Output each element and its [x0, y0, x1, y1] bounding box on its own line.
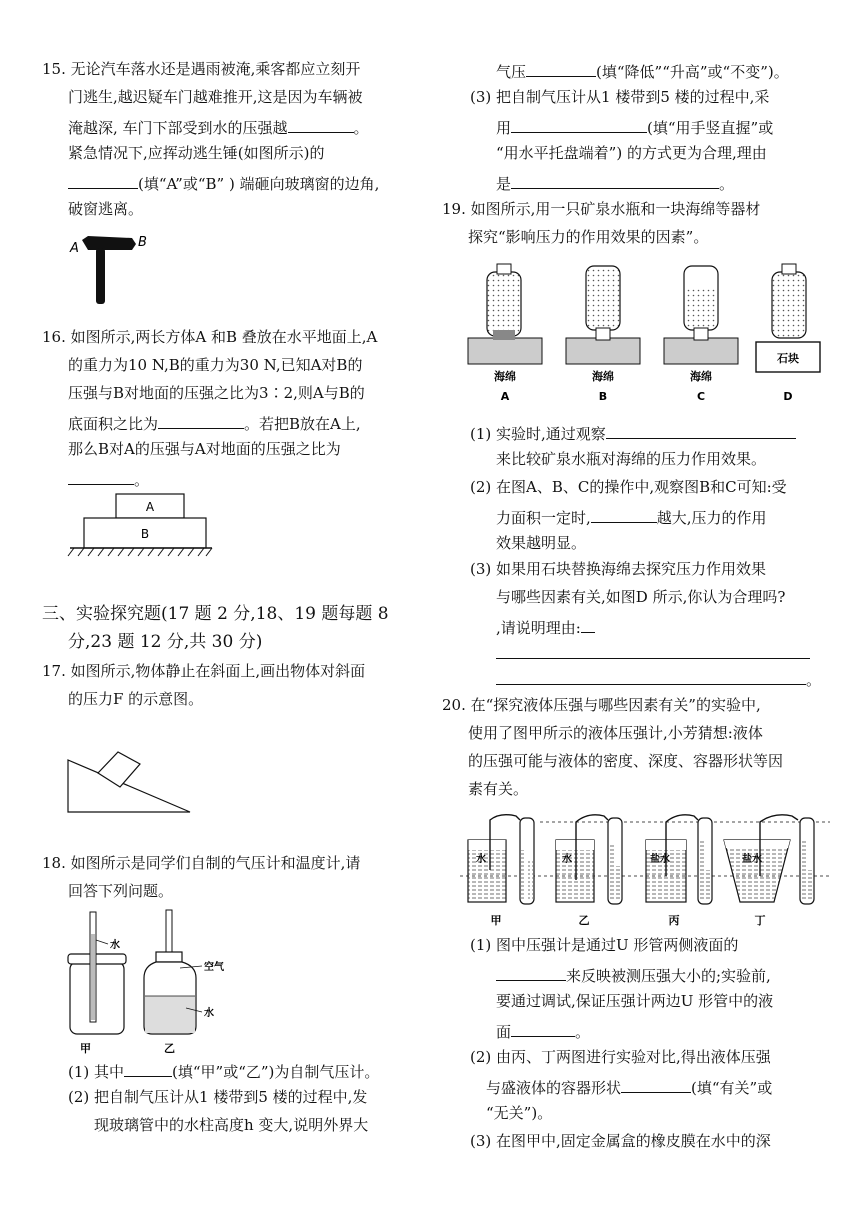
figure-label-b: B — [598, 390, 608, 403]
q18-part2-line2: 现玻璃管中的水柱高度h 变大,说明外界大 — [94, 1116, 369, 1134]
water-label-yi: 水 — [204, 1008, 214, 1019]
q15-line1: 15. 无论汽车落水还是遇雨被淹,乘客都应立刻开 — [42, 60, 361, 78]
answer-blank[interactable] — [68, 174, 138, 189]
figure-caption-bing: 丙 — [668, 914, 680, 927]
answer-blank[interactable] — [124, 1062, 172, 1077]
q19-part2-line3: 效果越明显。 — [496, 534, 587, 552]
q18-part3-line2: 用 (填“用手竖直握”或 — [496, 119, 774, 137]
q20-line3: 的压强可能与液体的密度、深度、容器形状等因 — [468, 752, 784, 770]
q18-part2-line1: (2) 把自制气压计从1 楼带到5 楼的过程中,发 — [68, 1088, 368, 1106]
q18-line1: 18. 如图所示是同学们自制的气压计和温度计,请 — [42, 854, 361, 872]
section-heading-line2: 分,23 题 12 分,共 30 分) — [68, 632, 263, 652]
stacked-blocks-figure — [66, 492, 216, 562]
q15-line5: (填“A”或“B” ) 端砸向玻璃窗的边角, — [68, 174, 379, 192]
q19-part3-line1: (3) 如果用石块替换海绵去探究压力作用效果 — [470, 560, 767, 578]
answer-blank[interactable] — [511, 174, 719, 189]
q18-line2: 回答下列问题。 — [68, 882, 174, 900]
q20-part1-line4: 面 。 — [496, 1023, 591, 1041]
q18-part2-line3: 气压 (填“降低”“升高”或“不变”)。 — [496, 63, 789, 81]
figure-label-a: A — [500, 390, 510, 403]
figure-label-c: C — [696, 390, 706, 403]
answer-blank[interactable] — [496, 670, 806, 685]
q15-line4: 紧急情况下,应挥动逃生锤(如图所示)的 — [68, 144, 325, 162]
q19-part1-line1: (1) 实验时,通过观察 — [470, 424, 796, 442]
figure-caption-jia: 甲 — [490, 914, 502, 927]
q16-line2: 的重力为10 N,B的重力为30 N,已知A对B的 — [68, 356, 363, 374]
block-a-label: A — [145, 500, 155, 514]
answer-blank[interactable] — [621, 1078, 691, 1093]
q20-line2: 使用了图甲所示的液体压强计,小芳猜想:液体 — [468, 724, 763, 742]
barometer-thermometer-figure — [64, 908, 244, 1056]
figure-caption-ding: 丁 — [754, 914, 766, 927]
hammer-label-b: B — [138, 235, 147, 250]
q18-part3-line4: 是 。 — [496, 175, 735, 193]
q19-part1-line2: 来比较矿泉水瓶对海绵的压力作用效果。 — [496, 450, 767, 468]
q16-line4: 底面积之比为 。若把B放在A上, — [68, 415, 361, 433]
q17-line2: 的压力F 的示意图。 — [68, 690, 204, 708]
q20-part1-line2: 来反映被测压强大小的;实验前, — [496, 966, 771, 984]
answer-blank[interactable] — [496, 966, 566, 981]
sponge-label-a: 海绵 — [494, 370, 516, 383]
answer-blank[interactable] — [511, 118, 647, 133]
q15-line6: 破窗逃离。 — [68, 200, 144, 218]
answer-blank[interactable] — [591, 508, 657, 523]
answer-blank-line[interactable] — [496, 644, 810, 659]
stone-label: 石块 — [777, 352, 799, 365]
q16-line3: 压强与B对地面的压强之比为3∶2,则A与B的 — [68, 384, 365, 402]
answer-blank[interactable] — [288, 118, 354, 133]
q19-part3-line5: 。 — [496, 670, 821, 688]
figure-caption-yi: 乙 — [578, 914, 590, 927]
q18-part3-line1: (3) 把自制气压计从1 楼带到5 楼的过程中,采 — [470, 88, 770, 106]
q16-line5: 那么B对A的压强与A对地面的压强之比为 — [68, 440, 341, 458]
section-heading-line1: 三、实验探究题(17 题 2 分,18、19 题每题 8 — [42, 604, 389, 624]
liquid-label-4: 盐水 — [742, 854, 762, 865]
q20-part1-line3: 要通过调试,保证压强计两边U 形管中的液 — [496, 992, 774, 1010]
liquid-label-1: 水 — [476, 854, 486, 865]
figure-caption-jia: 甲 — [80, 1042, 91, 1055]
q19-part3-line3: ,请说明理由: — [496, 618, 595, 636]
water-label-jia: 水 — [110, 940, 120, 951]
liquid-label-2: 水 — [562, 854, 572, 865]
q20-line4: 素有关。 — [468, 780, 529, 798]
q19-part3-line2: 与哪些因素有关,如图D 所示,你认为合理吗? — [496, 588, 786, 606]
answer-blank[interactable] — [158, 414, 244, 429]
bottle-sponge-figure — [466, 258, 836, 408]
q18-part3-line3: “用水平托盘端着”) 的方式更为合理,理由 — [496, 144, 767, 162]
q20-part1-line1: (1) 图中压强计是通过U 形管两侧液面的 — [470, 936, 739, 954]
q15-line2: 门逃生,越迟疑车门越难推开,这是因为车辆被 — [68, 88, 363, 106]
sponge-label-c: 海绵 — [690, 370, 712, 383]
q15-line3: 淹越深, 车门下部受到水的压强越 。 — [68, 119, 369, 137]
q20-part2-line2: 与盛液体的容器形状 (填“有关”或 — [486, 1079, 773, 1097]
q19-part2-line2: 力面积一定时, 越大,压力的作用 — [496, 509, 767, 527]
block-b-label: B — [140, 527, 150, 541]
q20-part3-line1: (3) 在图甲中,固定金属盒的橡皮膜在水中的深 — [470, 1132, 771, 1150]
q20-line1: 20. 在“探究液体压强与哪些因素有关”的实验中, — [442, 696, 761, 714]
q20-part2-line1: (2) 由丙、丁两图进行实验对比,得出液体压强 — [470, 1048, 771, 1066]
q18-part1: (1) 其中 (填“甲”或“乙”)为自制气压计。 — [68, 1063, 380, 1081]
answer-blank[interactable] — [606, 424, 796, 439]
q16-line1: 16. 如图所示,两长方体A 和B 叠放在水平地面上,A — [42, 328, 378, 346]
q19-line1: 19. 如图所示,用一只矿泉水瓶和一块海绵等器材 — [442, 200, 761, 218]
q20-part2-line3: “无关”)。 — [486, 1104, 553, 1122]
q17-line1: 17. 如图所示,物体静止在斜面上,画出物体对斜面 — [42, 662, 366, 680]
figure-caption-yi: 乙 — [164, 1042, 175, 1055]
q19-line2: 探究“影响压力的作用效果的因素”。 — [468, 228, 709, 246]
air-label: 空气 — [204, 962, 224, 973]
figure-label-d: D — [783, 390, 793, 403]
answer-blank[interactable] — [511, 1022, 575, 1037]
answer-blank[interactable] — [526, 62, 596, 77]
liquid-pressure-figure — [460, 800, 830, 928]
hammer-label-a: A — [70, 241, 79, 256]
answer-blank[interactable] — [581, 618, 595, 633]
incline-figure — [66, 746, 196, 816]
sponge-label-b: 海绵 — [592, 370, 614, 383]
liquid-label-3: 盐水 — [650, 854, 670, 865]
answer-blank[interactable] — [68, 470, 134, 485]
escape-hammer-figure — [66, 230, 166, 310]
q19-part2-line1: (2) 在图A、B、C的操作中,观察图B和C可知:受 — [470, 478, 787, 496]
q16-line6: 。 — [68, 470, 149, 488]
